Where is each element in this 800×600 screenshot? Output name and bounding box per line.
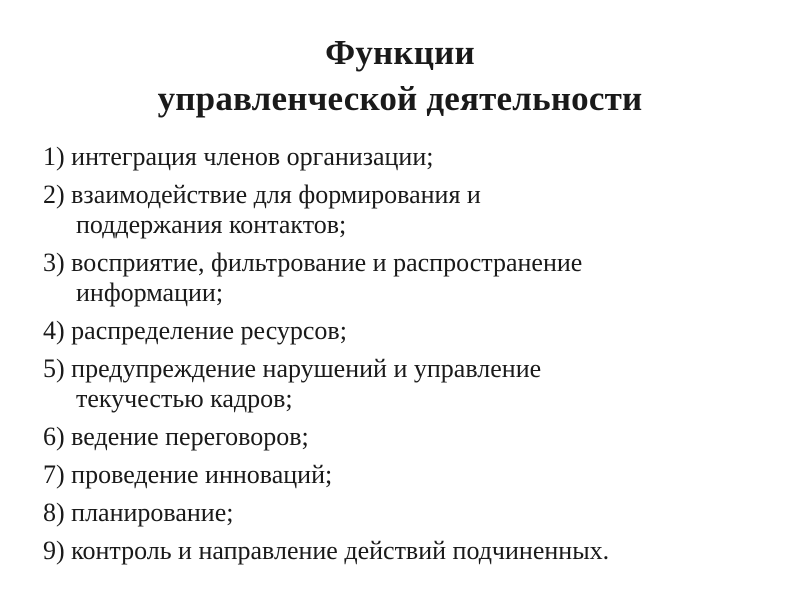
- list-item-text: 7) проведение инноваций;: [43, 460, 333, 489]
- list-item-continuation: текучестью кадров;: [76, 384, 293, 413]
- slide-title: [0, 30, 800, 122]
- list-item-9: [43, 536, 763, 566]
- list-item-text: 4) распределение ресурсов;: [43, 316, 347, 345]
- list-item-continuation: поддержания контактов;: [76, 210, 347, 239]
- list-item-2: [43, 180, 763, 240]
- list-item-text: 3) восприятие, фильтрование и распространение: [43, 248, 583, 277]
- title-line-1: Функции: [325, 33, 475, 72]
- functions-list: [43, 142, 763, 574]
- list-item-6: [43, 422, 763, 452]
- list-item-continuation: информации;: [76, 278, 224, 307]
- list-item-text: 1) интеграция членов организации;: [43, 142, 434, 171]
- list-item-1: [43, 142, 763, 172]
- list-item-4: [43, 316, 763, 346]
- list-item-text: 5) предупреждение нарушений и управление: [43, 354, 542, 383]
- list-item-text: 8) планирование;: [43, 498, 234, 527]
- list-item-7: [43, 460, 763, 490]
- list-item-5: [43, 354, 763, 414]
- list-item-text: 2) взаимодействие для формирования и: [43, 180, 481, 209]
- list-item-text: 9) контроль и направление действий подчиненных.: [43, 536, 610, 565]
- list-item-3: [43, 248, 763, 308]
- title-line-2: управленческой деятельности: [157, 79, 643, 118]
- list-item-8: [43, 498, 763, 528]
- list-item-text: 6) ведение переговоров;: [43, 422, 309, 451]
